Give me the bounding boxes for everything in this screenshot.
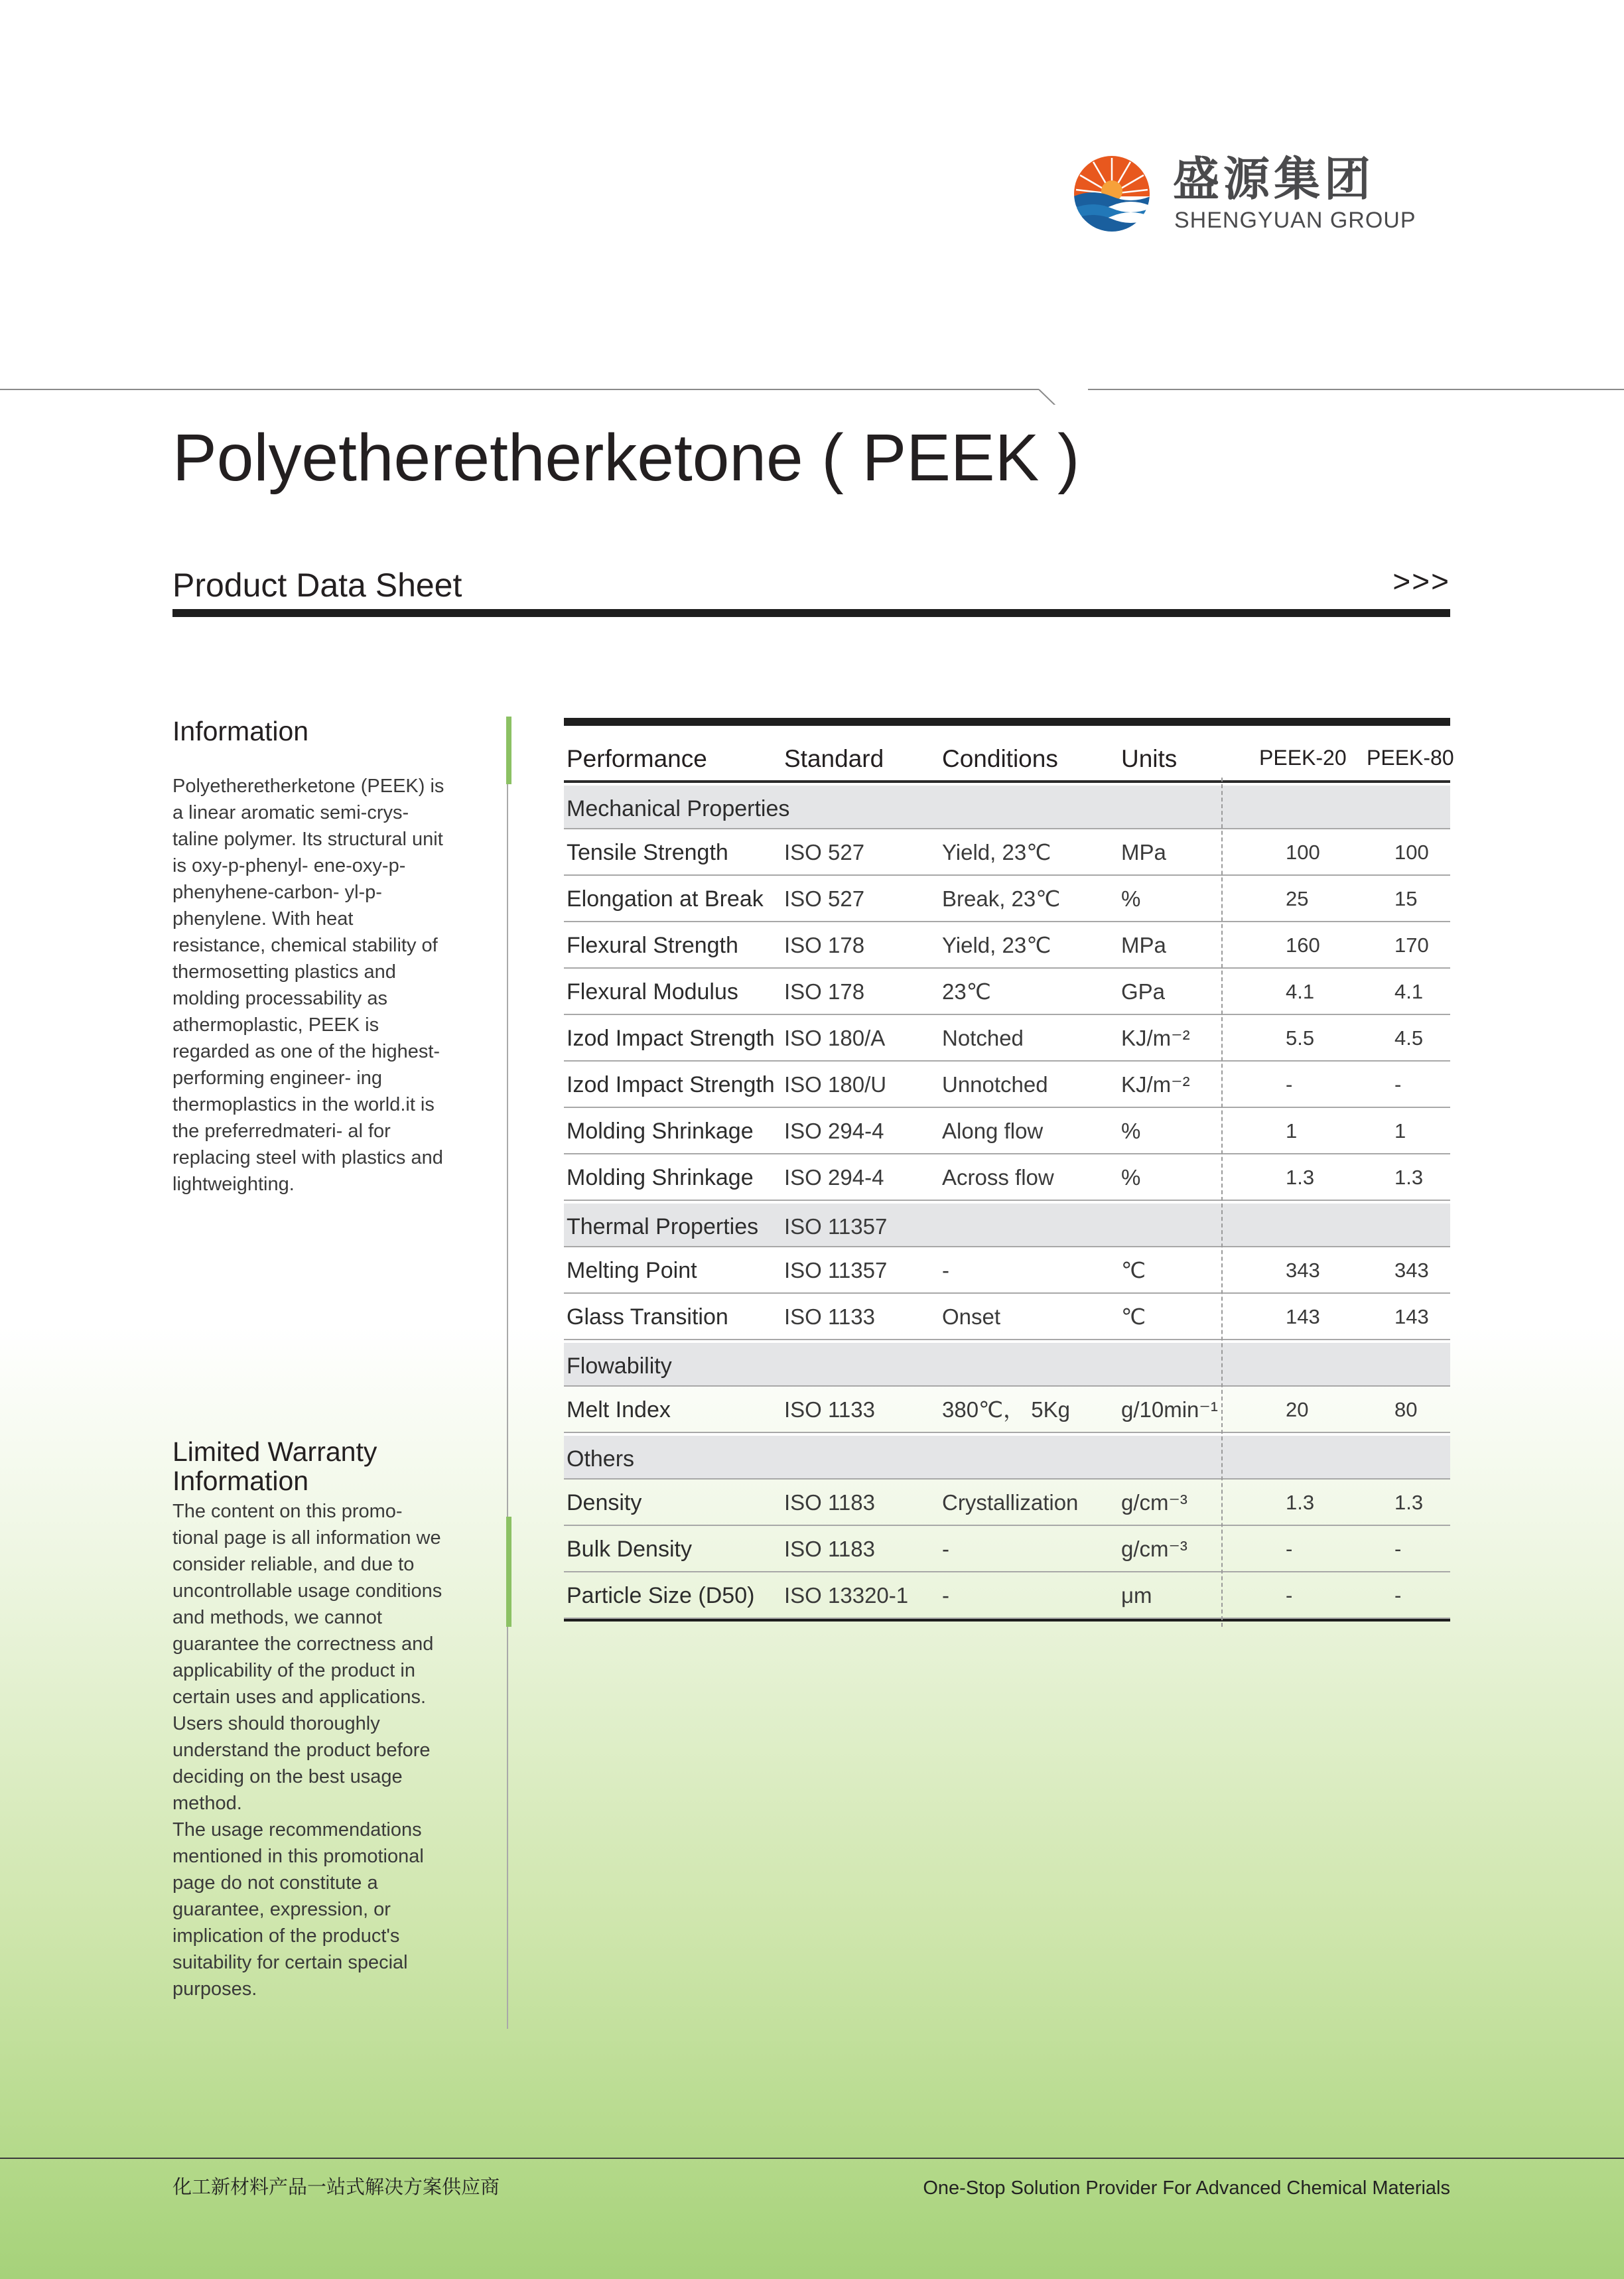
footer-slogan-en: One-Stop Solution Provider For Advanced Chemical Materials [923,2177,1450,2199]
cell-conditions: Break, 23℃ [942,886,1061,911]
cell-peek20: 343 [1286,1259,1320,1282]
warranty-paragraph: The usage recommendations mentioned in this promotional page do not constitute a guarantee, expression, or implication of the product's suitability for certain special purposes. [172,1819,424,2000]
table-header-row [564,726,1454,783]
table-row [564,1062,1450,1108]
cell-performance: Melting Point [567,1258,697,1283]
header-standard: Standard [784,745,884,772]
cell-peek80: 1.3 [1394,1491,1424,1514]
table-section-row [564,1340,1450,1387]
cell-peek80: 15 [1394,887,1418,910]
accent-bar [506,1517,511,1627]
table-section-row [564,1433,1450,1480]
cell-performance: Flexural Strength [567,933,738,958]
cell-conditions: Onset [942,1304,1001,1329]
cell-conditions: - [942,1583,949,1608]
header-conditions: Conditions [942,745,1058,772]
cell-peek20: 100 [1286,841,1320,864]
table-row [564,922,1450,969]
cell-standard: ISO 1183 [784,1537,875,1561]
table-row [564,829,1450,876]
arrows-indicator: >>> [1392,564,1450,598]
header-peek80: PEEK-80 [1367,746,1454,770]
cell-performance: Bulk Density [567,1537,692,1562]
subtitle: Product Data Sheet [172,567,462,604]
cell-conditions: - [942,1258,949,1282]
footer-slogan-cn: 化工新材料产品一站式解决方案供应商 [172,2175,500,2198]
warranty-heading: Limited Warranty Information [172,1436,377,1496]
cell-units: g/cm⁻³ [1121,1537,1187,1561]
cell-conditions: Notched [942,1026,1024,1050]
warranty-paragraph: Users should thoroughly understand the product before deciding on the best usage method. [172,1713,431,1814]
cell-standard: ISO 1133 [784,1304,875,1329]
cell-units: ℃ [1121,1304,1146,1329]
cell-units: g/10min⁻¹ [1121,1397,1218,1422]
cell-performance: Melt Index [567,1397,671,1422]
subtitle-bar [172,609,1450,617]
table-row [564,1526,1450,1572]
cell-performance: Tensile Strength [567,840,728,865]
cell-peek20: 25 [1286,887,1309,910]
value-column-separator [1221,778,1223,1627]
cell-units: g/cm⁻³ [1121,1490,1187,1515]
cell-conditions: Along flow [942,1119,1044,1143]
cell-standard: ISO 13320-1 [784,1583,909,1608]
table-row [564,969,1450,1015]
header-rule [0,385,1624,405]
cell-peek20: 4.1 [1286,980,1315,1003]
cell-performance: Flexural Modulus [567,979,738,1004]
cell-peek20: 1.3 [1286,1166,1315,1189]
cell-standard: ISO 1183 [784,1490,875,1515]
cell-conditions: Across flow [942,1165,1054,1190]
table-row [564,1387,1450,1433]
cell-peek20: - [1286,1537,1293,1560]
cell-standard: ISO 294-4 [784,1165,884,1190]
cell-peek80: - [1394,1584,1402,1607]
cell-standard: ISO 294-4 [784,1119,884,1143]
cell-peek80: 343 [1394,1259,1429,1282]
cell-units: MPa [1121,933,1166,957]
accent-bar [506,717,511,784]
information-text: Polyetheretherketone (PEEK) is a linear aromatic semi-crys- taline polymer. Its structural unit is oxy-p-phenyl- ene-oxy-p-phenyhene-carbon- yl-p-phenylene. With heat resistance, chemical stability of thermosetting plastics and molding processability as athermoplastic, PEEK is regarded as one of the highest-performing engineer- ing thermoplastics in the world.it is the preferredmateri- al for replacing steel with plastics and lightweighting. [172,776,444,1195]
cell-performance: Elongation at Break [567,886,764,912]
header-units: Units [1121,745,1178,772]
table-row [564,876,1450,922]
cell-units: % [1121,1119,1141,1143]
cell-performance: Flowability [567,1353,672,1379]
table-row [564,1154,1450,1201]
cell-peek80: 1.3 [1394,1166,1424,1189]
cell-units: KJ/m⁻² [1121,1026,1190,1050]
cell-peek80: 1 [1394,1119,1406,1142]
warranty-paragraph: The content on this promo- tional page is all information we consider reliable, and due to uncontrollable usage conditions and methods, we cannot guarantee the correctness and applicability of the product in certain uses and applications. [172,1501,442,1708]
company-logo [1073,155,1452,235]
cell-peek20: - [1286,1584,1293,1607]
table-top-bar [564,718,1450,726]
cell-peek80: 4.1 [1394,980,1424,1003]
footer-rule [0,2158,1624,2159]
cell-standard: ISO 180/U [784,1072,887,1097]
table-row [564,1480,1450,1526]
cell-conditions: Unnotched [942,1072,1048,1097]
cell-peek20: 143 [1286,1305,1320,1328]
cell-performance: Molding Shrinkage [567,1119,754,1144]
cell-peek20: 1.3 [1286,1491,1315,1514]
cell-conditions: Crystallization [942,1490,1079,1515]
cell-units: KJ/m⁻² [1121,1072,1190,1097]
cell-standard: ISO 527 [784,886,865,911]
cell-performance: Glass Transition [567,1304,728,1330]
cell-peek20: 5.5 [1286,1026,1315,1050]
properties-table [564,718,1454,1622]
cell-peek20: 1 [1286,1119,1298,1142]
cell-peek80: 80 [1394,1398,1418,1421]
cell-performance: Izod Impact Strength [567,1026,775,1051]
header-peek20: PEEK-20 [1259,746,1347,770]
cell-standard: ISO 178 [784,933,865,957]
cell-peek80: 170 [1394,933,1429,957]
table-section-row [564,783,1450,829]
cell-units: ℃ [1121,1258,1146,1282]
cell-units: μm [1121,1583,1152,1608]
cell-standard: ISO 11357 [784,1258,888,1282]
cell-conditions: 380℃， 5Kg [942,1397,1071,1422]
cell-standard: ISO 1133 [784,1397,875,1422]
cell-performance: Others [567,1446,635,1472]
table-section-row [564,1201,1450,1247]
cell-performance: Izod Impact Strength [567,1072,775,1097]
cell-performance: Mechanical Properties [567,796,790,821]
table-row [564,1294,1450,1340]
cell-peek80: 4.5 [1394,1026,1424,1050]
cell-units: MPa [1121,840,1166,864]
cell-performance: Molding Shrinkage [567,1165,754,1190]
logo-sun-wave-icon [1073,155,1150,232]
cell-standard: ISO 11357 [784,1214,888,1239]
cell-peek20: 160 [1286,933,1320,957]
cell-peek80: 143 [1394,1305,1429,1328]
cell-conditions: - [942,1537,949,1561]
table-row [564,1108,1450,1154]
cell-peek80: 100 [1394,841,1429,864]
cell-conditions: 23℃ [942,979,991,1004]
table-row [564,1572,1450,1619]
cell-peek80: - [1394,1537,1402,1560]
cell-peek20: 20 [1286,1398,1309,1421]
cell-units: % [1121,1165,1141,1190]
cell-units: % [1121,886,1141,911]
cell-standard: ISO 527 [784,840,865,864]
information-heading: Information [172,716,309,746]
cell-performance: Thermal Properties [567,1214,759,1239]
cell-conditions: Yield, 23℃ [942,933,1051,957]
warranty-text [172,1498,444,2002]
logo-chinese-name: 盛源集团 [1173,153,1375,205]
cell-peek20: - [1286,1073,1293,1096]
cell-conditions: Yield, 23℃ [942,840,1051,864]
table-bottom-rule [564,1619,1450,1622]
header-performance: Performance [567,745,707,772]
column-divider [507,717,508,2029]
logo-english-name: SHENGYUAN GROUP [1174,208,1416,233]
page-title: Polyetheretherketone ( PEEK ) [172,421,1080,495]
cell-performance: Particle Size (D50) [567,1583,755,1608]
cell-standard: ISO 180/A [784,1026,886,1050]
cell-units: GPa [1121,979,1166,1004]
cell-performance: Density [567,1490,642,1515]
table-row [564,1247,1450,1294]
cell-standard: ISO 178 [784,979,865,1004]
table-row [564,1015,1450,1062]
cell-peek80: - [1394,1073,1402,1096]
table-body [564,783,1450,1619]
